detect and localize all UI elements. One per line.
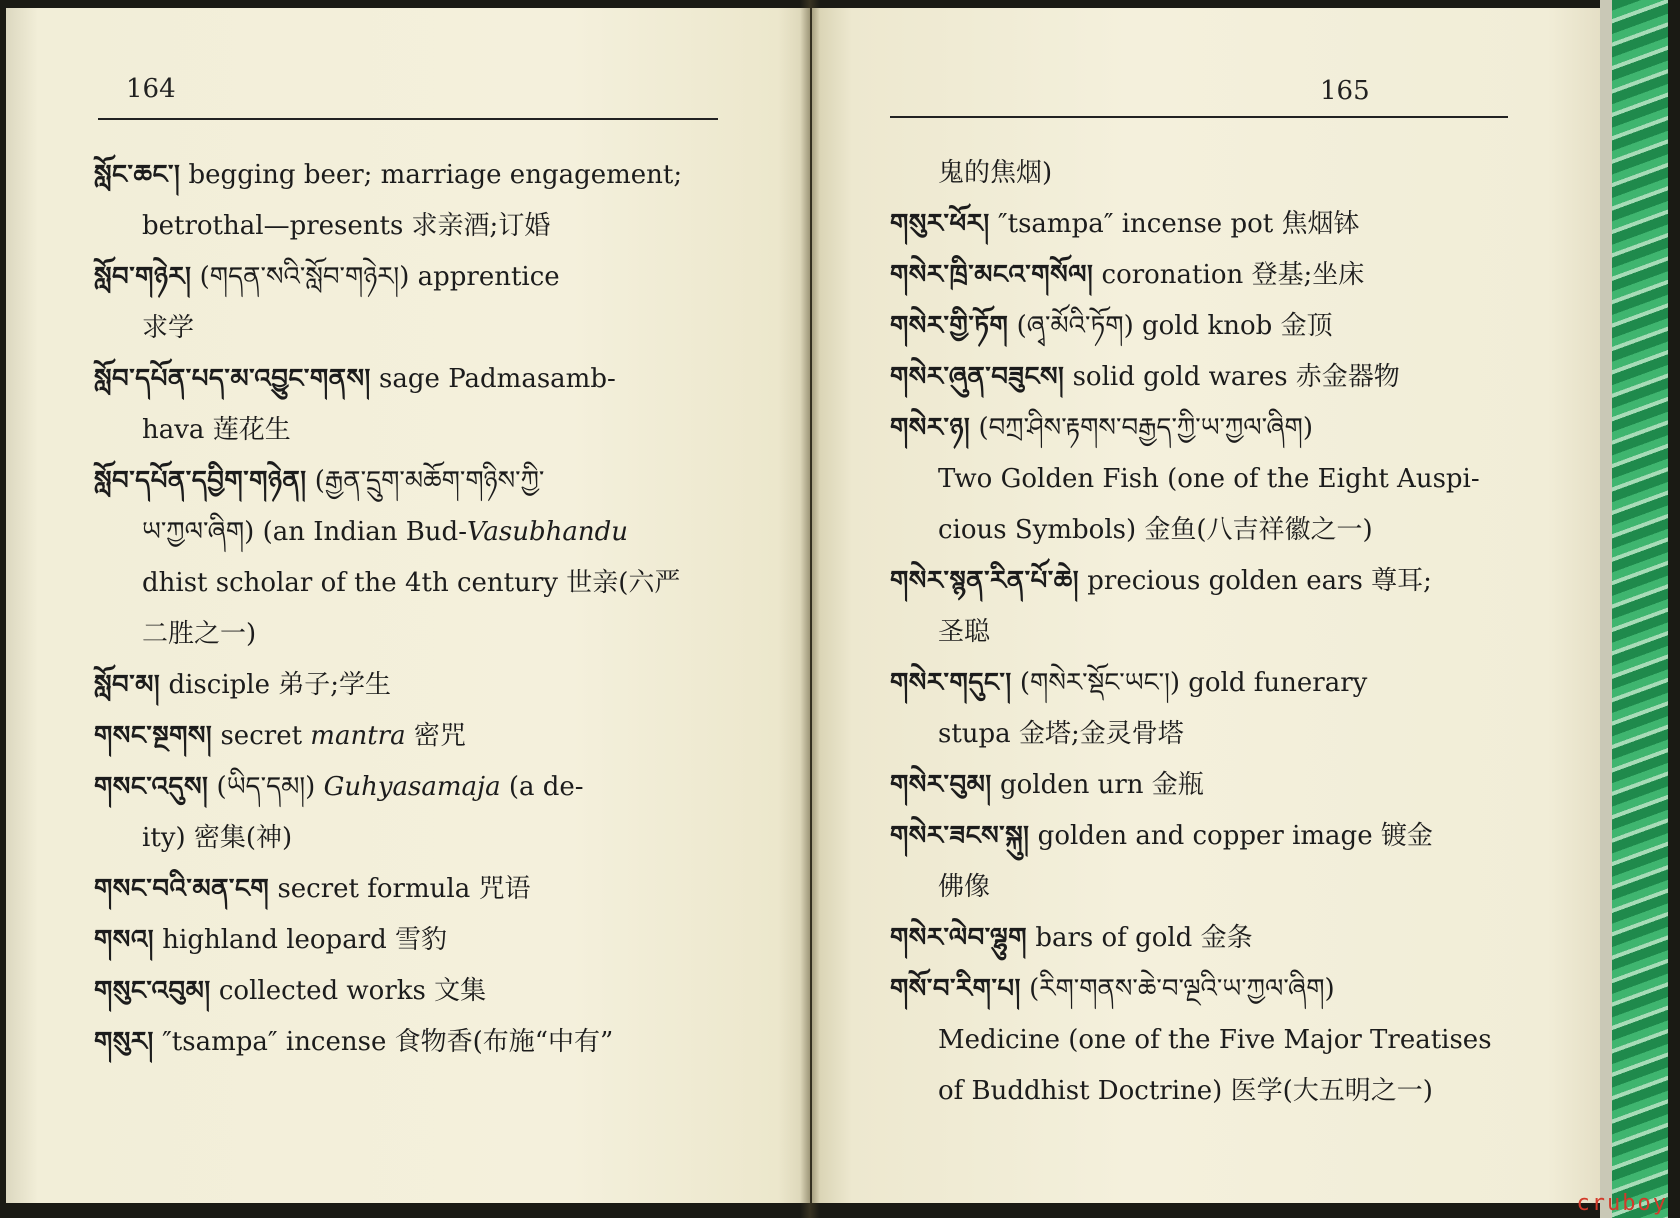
- definition-text: bars of gold 金条: [1027, 923, 1253, 953]
- tibetan-headword: གསེར་ཟངས་སྐུ།: [890, 821, 1030, 851]
- entry-continuation: [890, 607, 1540, 658]
- tibetan-headword: གསེར་སྙན་རིན་པོ་ཆེ།: [890, 566, 1079, 596]
- dictionary-entry: [890, 250, 1540, 301]
- entry-continuation: [890, 148, 1540, 199]
- definition-text: golden and copper image 镀金: [1029, 821, 1433, 851]
- tibetan-headword: སློབ་མ།: [94, 670, 161, 700]
- entry-continuation: [94, 405, 734, 456]
- dictionary-entry: [890, 760, 1540, 811]
- tibetan-headword: གསོ་བ་རིག་པ།: [890, 974, 1021, 1004]
- dictionary-entry: [890, 403, 1540, 454]
- entry-continuation: [94, 558, 734, 609]
- tibetan-headword: གསང་འདུས།: [94, 772, 209, 802]
- tibetan-headword: གསེར་ཉ།: [890, 413, 971, 443]
- definition-text: (གསེར་སྡོང་ཡང་།) gold funerary: [1011, 668, 1368, 698]
- right-page: [812, 8, 1612, 1203]
- tibetan-headword: གསུང་འབུམ།: [94, 976, 211, 1006]
- definition-text: ″tsampa″ incense pot 焦烟钵: [989, 209, 1360, 239]
- entry-continuation: [890, 1015, 1540, 1066]
- dictionary-entry: [890, 301, 1540, 352]
- left-header-rule: [98, 118, 718, 120]
- entry-continuation: [94, 609, 734, 660]
- definition-text: 圣聪: [938, 617, 991, 647]
- definition-text: begging beer; marriage engagement;: [180, 160, 683, 190]
- definition-text: ity) 密集(神): [142, 823, 293, 853]
- entry-continuation: [890, 709, 1540, 760]
- dictionary-entry: [94, 660, 734, 711]
- definition-text: sage Padmasamb-: [370, 364, 616, 394]
- tibetan-headword: གསེར་ཁྲི་མངའ་གསོལ།: [890, 260, 1094, 290]
- definition-text: coronation 登基;坐床: [1093, 260, 1365, 290]
- tibetan-headword: གསེར་གདུང་།: [890, 668, 1012, 698]
- tibetan-headword: གསེར་གྱི་ཏོག: [890, 311, 1009, 341]
- tibetan-headword: སློབ་དཔོན་དབྱིག་གཉེན།: [94, 466, 307, 496]
- definition-text: dhist scholar of the 4th century 世亲(六严: [142, 568, 681, 598]
- italic-term: Guhyasamaja: [323, 772, 501, 802]
- watermark: cruboy: [1576, 1191, 1668, 1216]
- definition-text: Two Golden Fish (one of the Eight Auspi-: [938, 464, 1480, 494]
- definition-text: 佛像: [938, 872, 991, 902]
- right-header-rule: [890, 116, 1508, 118]
- definition-text: disciple 弟子;学生: [160, 670, 392, 700]
- dictionary-entry: [890, 658, 1540, 709]
- tibetan-headword: གསུར།: [94, 1027, 154, 1057]
- entry-continuation: [94, 303, 734, 354]
- dictionary-entry: [94, 150, 734, 201]
- definition-text: (རྒྱན་དྲུག་མཆོག་གཉིས་ཀྱི་: [306, 466, 545, 496]
- entry-continuation: [94, 813, 734, 864]
- dictionary-entry: [94, 711, 734, 762]
- definition-text: highland leopard 雪豹: [154, 925, 448, 955]
- dictionary-entry: [94, 252, 734, 303]
- right-page-number: 165: [1320, 76, 1370, 106]
- definition-text: 密咒: [405, 721, 466, 751]
- definition-text: (ཡིད་དམ།): [208, 772, 324, 802]
- tibetan-headword: གསང་བའི་མན་ངག: [94, 874, 270, 904]
- tibetan-headword: གསེར་ཞུན་བཟུངས།: [890, 362, 1065, 392]
- book-gutter: [800, 0, 820, 1218]
- definition-text: (བཀྲ་ཤིས་རྟགས་བརྒྱད་ཀྱི་ཡ་ཀྱལ་ཞིག): [970, 413, 1313, 443]
- dictionary-entry: [94, 966, 734, 1017]
- tibetan-headword: གསུར་ཕོར།: [890, 209, 990, 239]
- definition-text: of Buddhist Doctrine) 医学(大五明之一): [938, 1076, 1433, 1106]
- dictionary-entry: [94, 354, 734, 405]
- dictionary-entry: [890, 352, 1540, 403]
- italic-term: Vasubhandu: [466, 517, 628, 547]
- definition-text: (རིག་གནས་ཆེ་བ་ལྔའི་ཡ་ཀྱལ་ཞིག): [1020, 974, 1335, 1004]
- definition-text: ″tsampa″ incense 食物香(布施“中有”: [153, 1027, 614, 1057]
- dictionary-entry: [94, 1017, 734, 1068]
- entry-continuation: [94, 201, 734, 252]
- definition-text: (an Indian Bud-: [262, 517, 467, 547]
- entry-continuation: [94, 507, 734, 558]
- tibetan-gloss: ཡ་ཀྱལ་ཞིག): [142, 517, 263, 547]
- tibetan-headword: སློབ་དཔོན་པད་མ་འབྱུང་གནས།: [94, 364, 371, 394]
- entry-continuation: [890, 862, 1540, 913]
- dictionary-entry: [890, 913, 1540, 964]
- tibetan-headword: གསེར་བུམ།: [890, 770, 992, 800]
- dictionary-entry: [890, 556, 1540, 607]
- definition-text: (a de-: [500, 772, 584, 802]
- definition-text: cious Symbols) 金鱼(八吉祥徽之一): [938, 515, 1373, 545]
- dictionary-entry: [94, 864, 734, 915]
- tibetan-headword: གསའ།: [94, 925, 155, 955]
- definition-text: precious golden ears 尊耳;: [1078, 566, 1432, 596]
- entry-continuation: [890, 454, 1540, 505]
- definition-text: secret: [212, 721, 311, 751]
- left-entries: [94, 150, 734, 1068]
- definition-text: Medicine (one of the Five Major Treatises: [938, 1025, 1492, 1055]
- definition-text: hava 莲花生: [142, 415, 291, 445]
- dictionary-entry: [890, 199, 1540, 250]
- definition-text: secret formula 咒语: [269, 874, 531, 904]
- left-page-number: 164: [126, 74, 176, 104]
- definition-text: golden urn 金瓶: [991, 770, 1204, 800]
- green-cover: [1612, 0, 1668, 1218]
- entry-continuation: [890, 1066, 1540, 1117]
- definition-text: solid gold wares 赤金器物: [1064, 362, 1400, 392]
- definition-text: (གདན་སའི་སློབ་གཉེར།) apprentice: [191, 262, 560, 292]
- left-page: [6, 8, 810, 1203]
- dictionary-entry: [94, 762, 734, 813]
- definition-text: (ཞྭ་མོའི་ཏོག) gold knob 金顶: [1008, 311, 1333, 341]
- tibetan-headword: སློབ་གཉེར།: [94, 262, 192, 292]
- entry-continuation: [890, 505, 1540, 556]
- dictionary-entry: [94, 456, 734, 507]
- definition-text: 鬼的焦烟): [938, 158, 1053, 188]
- dictionary-entry: [890, 964, 1540, 1015]
- definition-text: 求学: [142, 313, 195, 343]
- dictionary-entry: [94, 915, 734, 966]
- definition-text: 二胜之一): [142, 619, 257, 649]
- dictionary-entry: [890, 811, 1540, 862]
- tibetan-headword: སློང་ཆང་།: [94, 160, 181, 190]
- italic-term: mantra: [310, 721, 406, 751]
- right-entries: [890, 148, 1540, 1117]
- definition-text: betrothal—presents 求亲酒;订婚: [142, 211, 551, 241]
- tibetan-headword: གསང་སྔགས།: [94, 721, 213, 751]
- tibetan-headword: གསེར་ལེབ་ལྷུག: [890, 923, 1028, 953]
- definition-text: collected works 文集: [210, 976, 487, 1006]
- definition-text: stupa 金塔;金灵骨塔: [938, 719, 1184, 749]
